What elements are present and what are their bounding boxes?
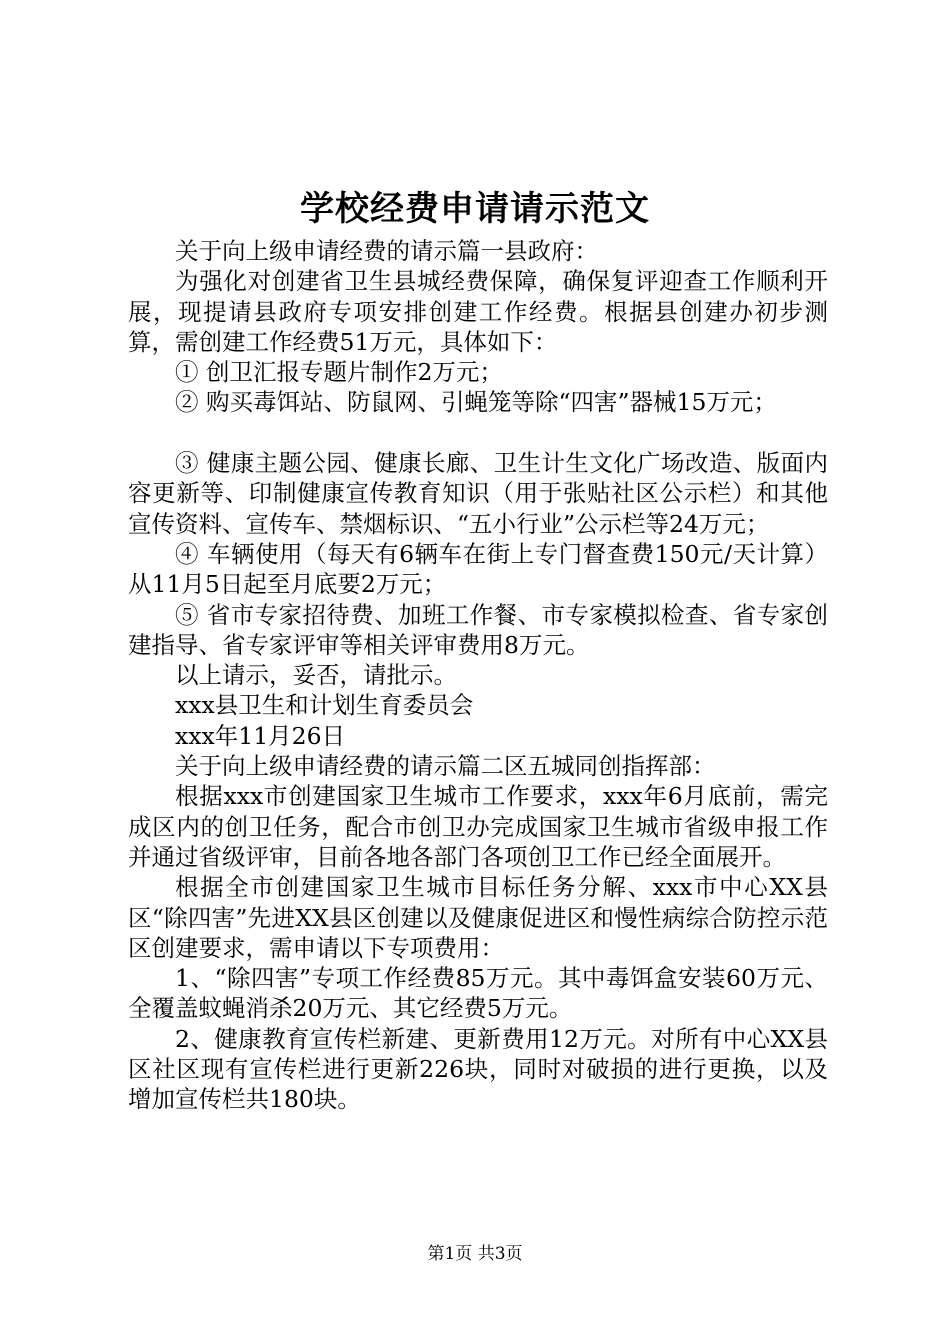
list-item: ③ 健康主题公园、健康长廊、卫生计生文化广场改造、版面内容更新等、印制健康宣传教育知识（用于张贴社区公示栏）和其他宣传资料、宣传车、禁烟标识、“五小行业”公示栏等24万元；	[128, 449, 828, 538]
page-footer: 第1页 共3页	[427, 1244, 523, 1264]
list-item: ② 购买毒饵站、防鼠网、引蝇笼等除“四害”器械15万元；	[175, 388, 777, 417]
paragraph: 根据全市创建国家卫生城市目标任务分解、xxx市中心XX县区“除四害”先进XX县区创建以及健康促进区和慢性病综合防控示范区创建要求，需申请以下专项费用：	[128, 873, 828, 962]
paragraph: 为强化对创建省卫生县城经费保障，确保复评迎查工作顺利开展，现提请县政府专项安排创建工作经费。根据县创建办初步测算，需创建工作经费51万元，具体如下：	[128, 267, 828, 356]
paragraph: 关于向上级申请经费的请示篇二区五城同创指挥部：	[175, 752, 716, 781]
list-item: ④ 车辆使用（每天有6辆车在街上专门督查费150元/天计算）从11月5日起至月底要2万元；	[128, 539, 828, 599]
list-item: 2、健康教育宣传栏新建、更新费用12万元。对所有中心XX县区社区现有宣传栏进行更新226块，同时对破损的进行更换，以及增加宣传栏共180块。	[128, 1024, 828, 1114]
closing-line: 以上请示，妥否，请批示。	[175, 661, 457, 690]
document-body	[128, 236, 828, 1115]
paragraph: 根据xxx市创建国家卫生城市工作要求，xxx年6月底前，需完成区内的创卫任务，配合市创卫办完成国家卫生城市省级申报工作并通过省级评审，目前各地各部门各项创卫工作已经全面展开。	[128, 782, 828, 871]
date-line: xxx年11月26日	[175, 721, 346, 750]
list-item: 1、“除四害”专项工作经费85万元。其中毒饵盒安装60万元、全覆盖蚊蝇消杀20万元、其它经费5万元。	[128, 964, 828, 1023]
list-item: ① 创卫汇报专题片制作2万元；	[175, 358, 503, 387]
signature-line: xxx县卫生和计划生育委员会	[175, 691, 474, 720]
document-title: 学校经费申请请示范文	[300, 189, 650, 229]
list-item: ⑤ 省市专家招待费、加班工作餐、市专家模拟检查、省专家创建指导、省专家评审等相关评审费用8万元。	[128, 600, 828, 659]
paragraph: 关于向上级申请经费的请示篇一县政府：	[175, 237, 598, 265]
